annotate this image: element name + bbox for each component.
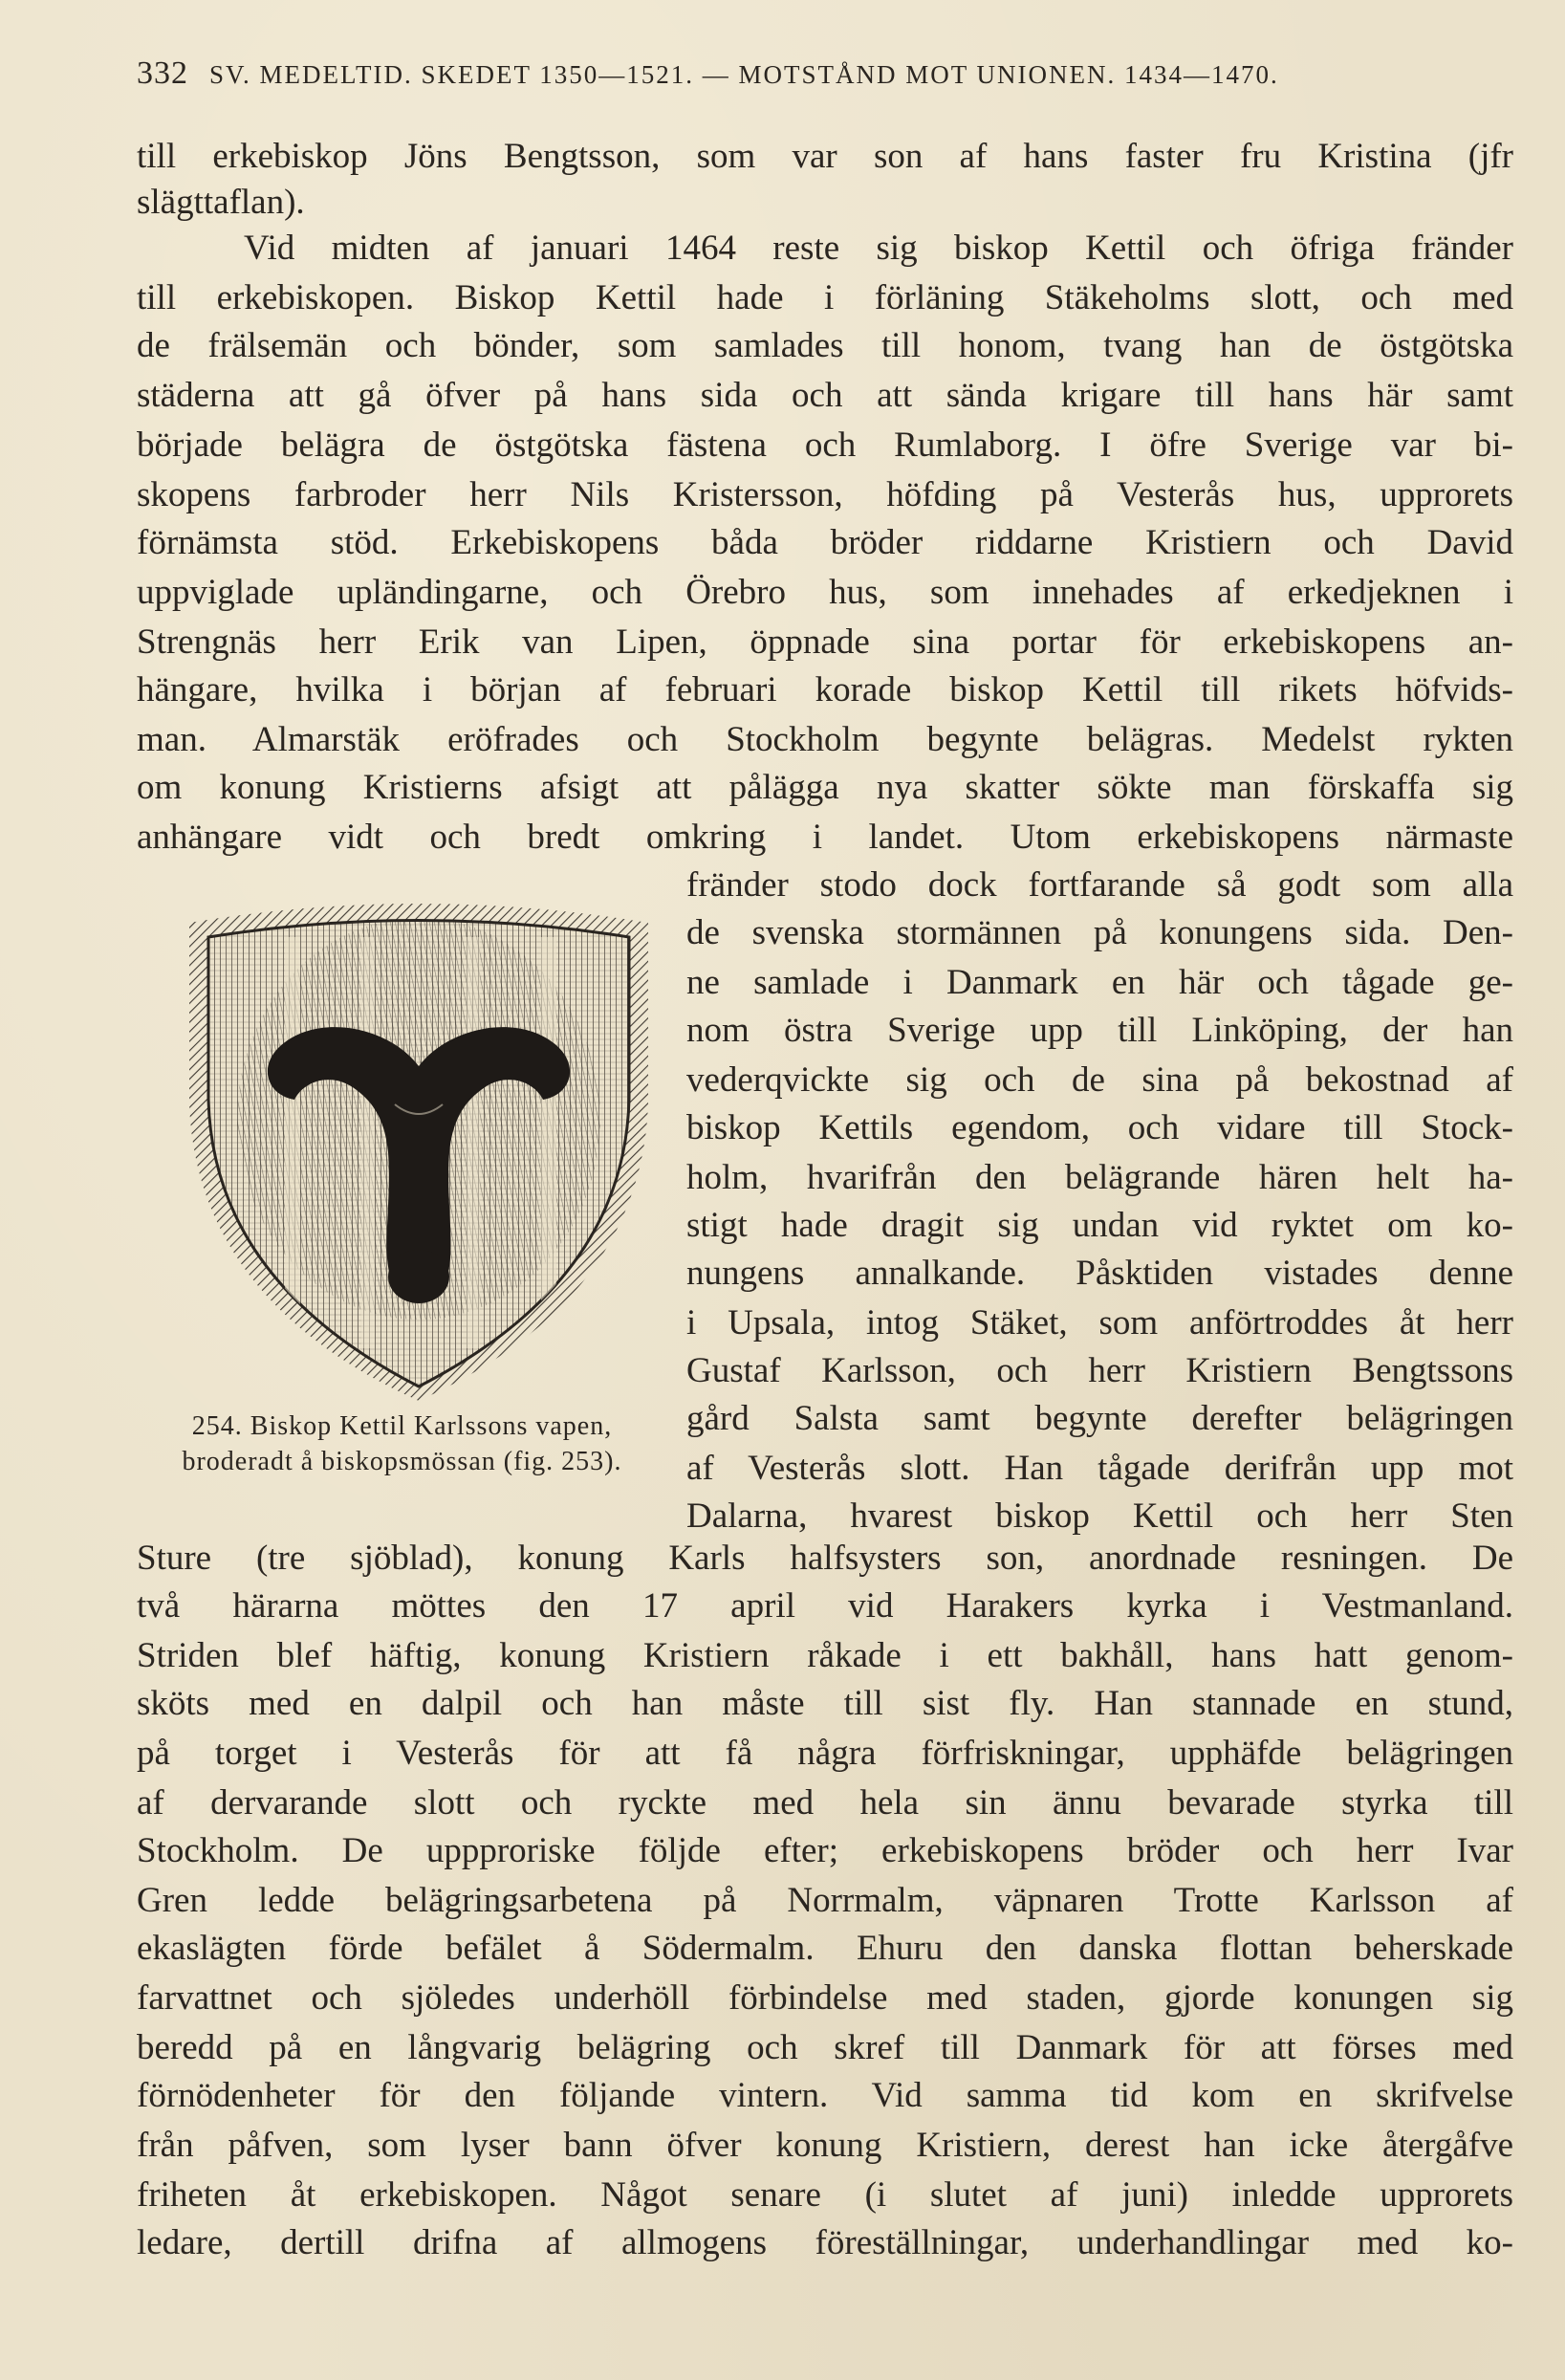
- text-line: de frälsemän och bönder, som samlades till honom, tvang han de östgötska: [137, 326, 1513, 365]
- text-line: af Vesterås slott. Han tågade derifrån upp mot: [686, 1449, 1513, 1488]
- text-line: anhängare vidt och bredt omkring i landet. Utom erkebiskopens närmaste: [137, 818, 1513, 857]
- text-line: började belägra de östgötska fästena och Rumlaborg. I öfre Sverige var bi-: [137, 426, 1513, 465]
- text-line: biskop Kettils egendom, och vidare till Stock-: [686, 1108, 1513, 1147]
- text-line: förnödenheter för den följande vintern. Vid samma tid kom en skrifvelse: [137, 2076, 1513, 2115]
- text-line: farvattnet och sjöledes underhöll förbindelse med staden, gjorde konungen sig: [137, 1978, 1513, 2018]
- text-line: man. Almarstäk eröfrades och Stockholm begynte belägras. Medelst rykten: [137, 720, 1513, 759]
- text-line: Gren ledde belägringsarbetena på Norrmalm, väpnaren Trotte Karlsson af: [137, 1881, 1513, 1920]
- text-line: vederqvickte sig och de sina på bekostnad af: [686, 1060, 1513, 1100]
- figure-caption-line: 254. Biskop Kettil Karlssons vapen,: [191, 1411, 613, 1441]
- text-line: nungens annalkande. Påsktiden vistades denne: [686, 1254, 1513, 1293]
- text-line: Vid midten af januari 1464 reste sig biskop Kettil och öfriga fränder: [244, 229, 1513, 268]
- text-line: om konung Kristierns afsigt att pålägga nya skatter sökte man förskaffa sig: [137, 768, 1513, 807]
- text-line: Stockholm. De uppproriske följde efter; erkebiskopens bröder och herr Ivar: [137, 1831, 1513, 1870]
- running-title: SV. MEDELTID. SKEDET 1350—1521. — MOTSTÅND MOT UNIONEN. 1434—1470.: [209, 60, 1279, 89]
- text-line: ekaslägten förde befälet å Södermalm. Ehuru den danska flottan beherskade: [137, 1929, 1513, 1968]
- text-line: stigt hade dragit sig undan vid ryktet om ko-: [686, 1206, 1513, 1245]
- text-line: gård Salsta samt begynte derefter belägringen: [686, 1399, 1513, 1438]
- text-line: Strengnäs herr Erik van Lipen, öppnade sina portar för erkebiskopens an-: [137, 622, 1513, 662]
- figure-coat-of-arms: [180, 899, 658, 1401]
- text-line: sköts med en dalpil och han måste till sist fly. Han stannade en stund,: [137, 1684, 1513, 1723]
- text-line: Striden blef häftig, konung Kristiern råkade i ett bakhåll, hans hatt genom-: [137, 1636, 1513, 1675]
- text-line: fränder stodo dock fortfarande så godt som alla: [686, 865, 1513, 905]
- text-line: från påfven, som lyser bann öfver konung Kristiern, derest han icke återgåfve: [137, 2126, 1513, 2165]
- text-line: hängare, hvilka i början af februari korade biskop Kettil till rikets höfvids-: [137, 670, 1513, 710]
- text-line: till erkebiskopen. Biskop Kettil hade i förläning Stäkeholms slott, och med: [137, 278, 1513, 317]
- figure-caption-line: broderadt å biskopsmössan (fig. 253).: [182, 1447, 622, 1476]
- text-line: Gustaf Karlsson, och herr Kristiern Bengtssons: [686, 1351, 1513, 1390]
- text-line: ledare, dertill drifna af allmogens föreställningar, underhandlingar med ko-: [137, 2223, 1513, 2262]
- running-header: [137, 55, 1518, 94]
- text-line: två härarna möttes den 17 april vid Harakers kyrka i Vestmanland.: [137, 1586, 1513, 1626]
- text-line: slägttaflan).: [137, 183, 305, 222]
- text-line: förnämsta stöd. Erkebiskopens båda bröder riddarne Kristiern och David: [137, 523, 1513, 562]
- text-line: de svenska stormännen på konungens sida. Den-: [686, 913, 1513, 952]
- text-line: holm, hvarifrån den belägrande hären helt ha-: [686, 1158, 1513, 1197]
- text-line: ne samlade i Danmark en här och tågade ge-: [686, 963, 1513, 1002]
- text-line: på torget i Vesterås för att få några förfriskningar, upphäfde belägringen: [137, 1734, 1513, 1773]
- text-line: skopens farbroder herr Nils Kristersson, höfding på Vesterås hus, upprorets: [137, 475, 1513, 514]
- text-line: beredd på en långvarig belägring och skref till Danmark för att förses med: [137, 2028, 1513, 2067]
- text-line: nom östra Sverige upp till Linköping, der han: [686, 1011, 1513, 1050]
- text-line: Sture (tre sjöblad), konung Karls halfsysters son, anordnade resningen. De: [137, 1539, 1513, 1578]
- page-number: 332: [137, 55, 188, 91]
- text-line: till erkebiskop Jöns Bengtsson, som var son af hans faster fru Kristina (jfr: [137, 137, 1513, 176]
- text-line: friheten åt erkebiskopen. Något senare (i slutet af juni) inledde upprorets: [137, 2175, 1513, 2215]
- embroidered-shield-icon: [180, 899, 658, 1401]
- text-line: i Upsala, intog Stäket, som anförtroddes åt herr: [686, 1303, 1513, 1343]
- text-line: städerna att gå öfver på hans sida och att sända krigare till hans här samt: [137, 376, 1513, 415]
- text-line: uppviglade upländingarne, och Örebro hus, som innehades af erkedjeknen i: [137, 573, 1513, 612]
- text-line: af dervarande slott och ryckte med hela sin ännu bevarade styrka till: [137, 1783, 1513, 1823]
- text-line: Dalarna, hvarest biskop Kettil och herr Sten: [686, 1496, 1513, 1536]
